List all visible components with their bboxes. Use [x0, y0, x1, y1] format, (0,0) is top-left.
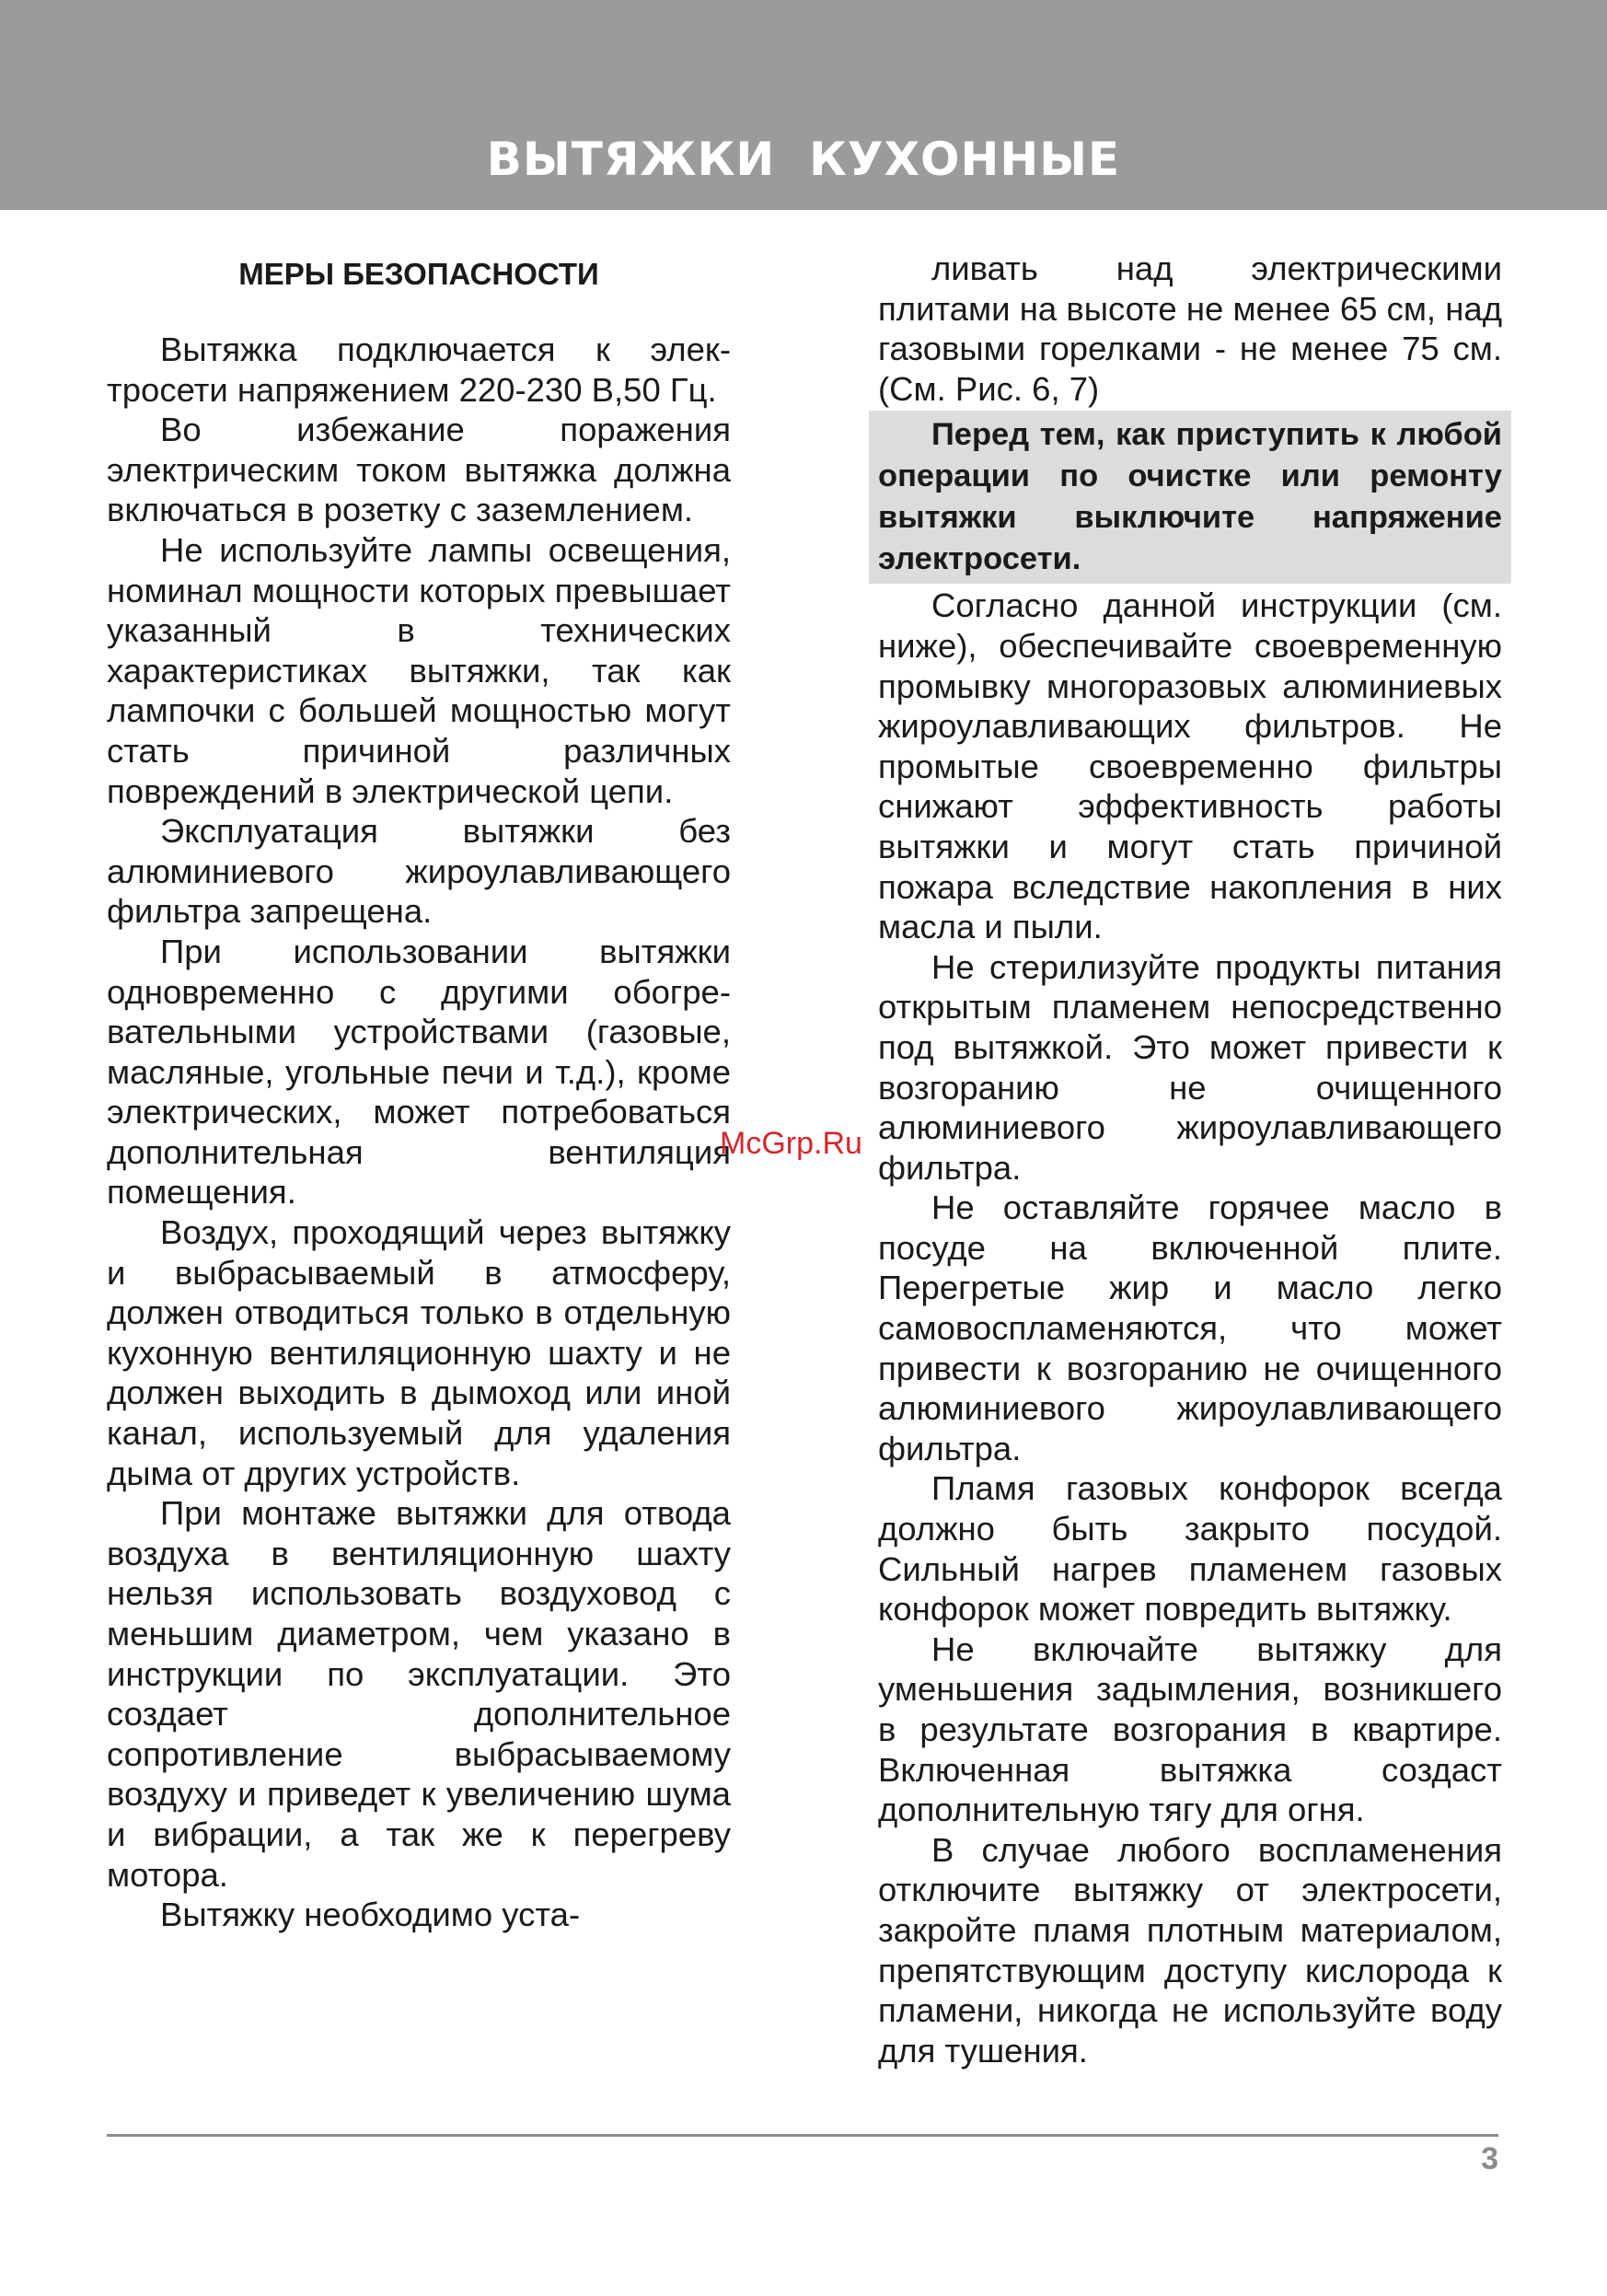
paragraph-continuation: ливать над электрическими плитами на высоте не менее 65 см, над газовыми горелками - не менее 75 см. (См. Рис. 6, 7) [878, 249, 1502, 408]
paragraph: Не стерилизуйте продукты питания открытым пламенем непосредственно под вытяжкой. Это может привести к возгоранию не очищенного алюминиевого жироулавливающего фильтра. [878, 947, 1502, 1187]
paragraph: Вытяжку необходимо уста- [160, 1896, 581, 1934]
paragraph: Воздух, проходящий через вытяжку и выбрасываемый в атмосферу, должен отводиться только в отдельную кухонную вентиляционную шахту и не должен выходить в дымоход или иной канал, используемый для удаления дыма от других устройств. [107, 1213, 731, 1492]
warning-box: Перед тем, как приступить к любой операции по очистке или ремонту вытяжки выключите напряжение электросети. [869, 411, 1511, 584]
paragraph: Во избежание поражения электрическим током вытяжка должна включаться в розетку с заземлением. [107, 411, 731, 529]
section-title: МЕРЫ БЕЗОПАСНОСТИ [238, 257, 599, 291]
paragraph: Вытяжка подключается к электросети напряжением 220-230 В,50 Гц. [107, 330, 731, 409]
paragraph: Не оставляйте горячее масло в посуде на включенной плите. Перегретые жир и масло легко самовоспламеняются, что может привести к возгоранию не очищенного алюминиевого жироулавливающего фильтра. [878, 1189, 1502, 1467]
paragraph: Пламя газовых конфорок всегда должно быть закрыто посудой. Сильный нагрев пламенем газовых конфорок может повредить вытяжку. [878, 1469, 1502, 1629]
page-number: 3 [1481, 2141, 1498, 2176]
paragraph: При использовании вытяжки одновременно с другими обогревательными устройствами (газовые, масляные, угольные печи и т.д.), кроме электрических, может потребоваться дополнительная вентиляция помещения. [107, 932, 731, 1212]
page-title: ВЫТЯЖКИ КУХОННЫЕ [486, 133, 1121, 186]
paragraph: Эксплуатация вытяжки без алюминиевого жироулавливающего фильтра запрещена. [107, 812, 731, 931]
paragraph: Согласно данной инструкции (см. ниже), обеспечивайте своевременную промывку многоразовых алюминиевых жироулавливающих фильтров. Не промытые своевременно фильтры снижают эффективность работы вытяжки и могут стать причиной пожара вследствие накопления в них масла и пыли. [878, 586, 1502, 946]
paragraph: Не используйте лампы освещения, номинал мощности которых превышает указанный в технических характеристиках вытяжки, так как лампочки с большей мощностью могут стать причиной различных повреждений в электрической цепи. [107, 530, 731, 810]
left-column [107, 249, 731, 1935]
paragraph: В случае любого воспламенения отключите вытяжку от электросети, закройте пламя плотным материалом, препятствующим доступу кислорода к пламени, никогда не используйте воду для тушения. [878, 1830, 1502, 2070]
paragraph: При монтаже вытяжки для отвода воздуха в вентиляционную шахту нельзя использовать воздуховод с меньшим диаметром, чем указано в инструкции по эксплуатации. Это создает дополнительное сопротивление выбрасываемому воздуху и приведет к увеличению шума и вибрации, а так же к перегреву мотора. [107, 1494, 731, 1894]
paragraph: Не включайте вытяжку для уменьшения задымления, возникшего в результате возгорания в квартире. Включенная вытяжка создаст дополнительную тягу для огня. [878, 1629, 1502, 1829]
header-band [0, 0, 1607, 210]
footer-divider [107, 2134, 1498, 2137]
watermark: McGrp.Ru [720, 1126, 862, 1161]
right-column [878, 249, 1502, 2070]
